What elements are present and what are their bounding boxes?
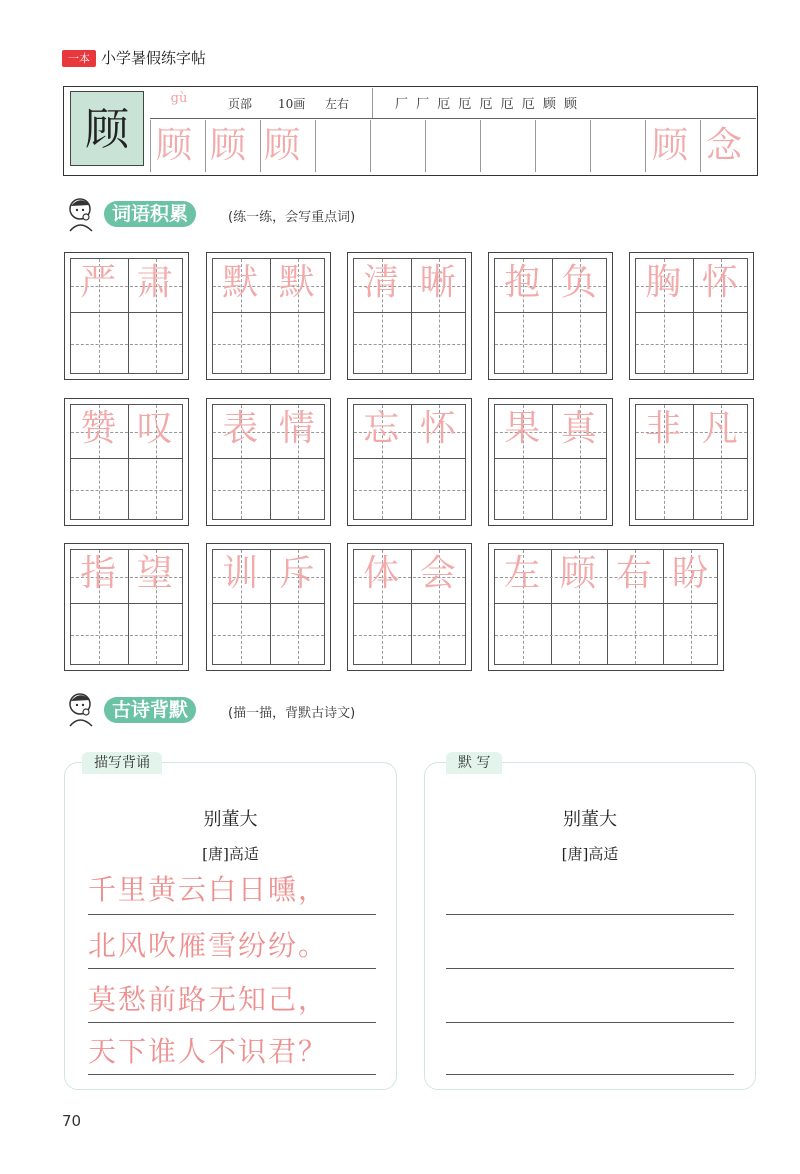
- practice-cell[interactable]: [425, 120, 479, 172]
- main-char-box: [70, 91, 144, 166]
- trace-char: 肃: [136, 262, 173, 303]
- section-subtitle-words: (练一练，会写重点词): [228, 210, 356, 225]
- writing-line[interactable]: [446, 1074, 734, 1075]
- trace-char: 胸: [645, 262, 682, 303]
- trace-char: 凡: [701, 408, 738, 449]
- trace-char: 左: [503, 553, 540, 594]
- pinyin: gù: [170, 91, 188, 106]
- trace-char: 顾: [559, 553, 596, 594]
- radical: 页部: [228, 97, 253, 111]
- trace-char: 叹: [136, 408, 173, 449]
- word-practice-box[interactable]: [64, 543, 189, 671]
- trace-char: 负: [560, 262, 597, 303]
- trace-char: 盼: [671, 553, 708, 594]
- trace-char: 清: [363, 262, 400, 303]
- section-title-poem: 古诗背默: [104, 697, 196, 723]
- trace-char: 默: [278, 262, 315, 303]
- tab-dictation: 默 写: [446, 752, 502, 774]
- practice-cell[interactable]: [480, 120, 534, 172]
- brand-badge: 一本: [62, 50, 96, 67]
- trace-char: 果: [504, 408, 541, 449]
- tab-trace-recite: 描写背诵: [82, 752, 162, 774]
- trace-char: 念: [706, 125, 743, 166]
- trace-char: 晰: [419, 262, 456, 303]
- poem-title: 别董大: [563, 809, 617, 830]
- trace-char: 右: [615, 553, 652, 594]
- word-practice-box[interactable]: [347, 543, 472, 671]
- trace-char: 望: [136, 553, 173, 594]
- trace-char: 训: [222, 553, 259, 594]
- trace-char: 会: [419, 553, 456, 594]
- trace-char: 斥: [278, 553, 315, 594]
- trace-char: 怀: [701, 262, 738, 303]
- page-number: 70: [62, 1112, 82, 1130]
- boy-thinking-icon: [62, 193, 102, 237]
- word-practice-box[interactable]: [206, 398, 331, 526]
- trace-char: 赞: [80, 408, 117, 449]
- trace-char: 指: [80, 553, 117, 594]
- practice-cell[interactable]: [535, 120, 589, 172]
- structure: 左右: [325, 97, 350, 111]
- trace-char: 抱: [504, 262, 541, 303]
- poem-title: 别董大: [203, 809, 258, 830]
- poem-line: 莫愁前路无知己，: [88, 983, 329, 1016]
- trace-char: 顾: [652, 125, 689, 166]
- word-practice-box[interactable]: [629, 252, 754, 380]
- poem-line: 天下谁人不识君？: [88, 1035, 329, 1068]
- word-practice-box[interactable]: [347, 398, 472, 526]
- stroke-order: 厂 厂 厄 厄 厄 厄 厄 顾 顾: [395, 97, 580, 112]
- trace-char: 怀: [419, 408, 456, 449]
- trace-char: 顾: [156, 125, 193, 166]
- poem-author: [唐]高适: [561, 845, 619, 863]
- word-practice-box[interactable]: [488, 543, 724, 671]
- word-practice-box[interactable]: [206, 252, 331, 380]
- poem-line: 北风吹雁雪纷纷。: [88, 929, 329, 962]
- section-subtitle-poem: (描一描，背默古诗文): [228, 706, 356, 721]
- poem-dictation-card: [424, 762, 756, 1090]
- practice-cell[interactable]: [370, 120, 424, 172]
- stroke-count: 10画: [278, 97, 306, 111]
- trace-char: 真: [560, 408, 597, 449]
- trace-char: 情: [278, 408, 315, 449]
- trace-char: 表: [222, 408, 259, 449]
- section-title-words: 词语积累: [104, 201, 196, 227]
- practice-cell[interactable]: [590, 120, 644, 172]
- trace-char: 顾: [264, 125, 301, 166]
- word-practice-box[interactable]: [64, 398, 189, 526]
- word-practice-box[interactable]: [64, 252, 189, 380]
- word-practice-box[interactable]: [206, 543, 331, 671]
- word-practice-box[interactable]: [488, 398, 613, 526]
- word-practice-box[interactable]: [488, 252, 613, 380]
- poem-line: 千里黄云白日曛，: [88, 873, 329, 906]
- poem-author: [唐]高适: [202, 845, 259, 863]
- word-practice-box[interactable]: [629, 398, 754, 526]
- book-title: 小学暑假练字帖: [101, 49, 207, 67]
- writing-line[interactable]: [446, 1022, 734, 1023]
- word-practice-box[interactable]: [347, 252, 472, 380]
- trace-char: 顾: [210, 125, 247, 166]
- trace-char: 默: [222, 262, 259, 303]
- practice-cell[interactable]: [315, 120, 369, 172]
- trace-char: 忘: [363, 408, 400, 449]
- trace-char: 非: [645, 408, 682, 449]
- trace-char: 严: [80, 262, 117, 303]
- writing-line[interactable]: [446, 968, 734, 969]
- trace-char: 体: [363, 553, 400, 594]
- writing-line[interactable]: [446, 914, 734, 915]
- main-char: 顾: [85, 104, 129, 155]
- boy-thinking-icon: [62, 688, 102, 732]
